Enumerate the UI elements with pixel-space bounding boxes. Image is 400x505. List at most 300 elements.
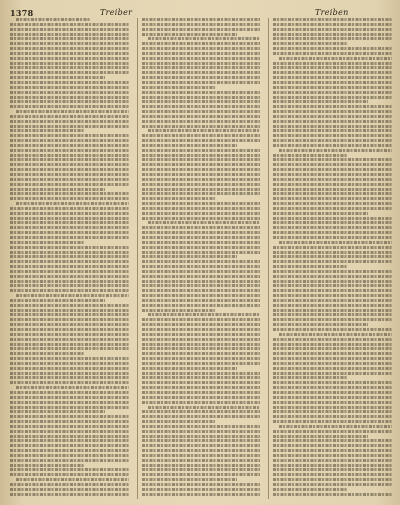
text-line [10, 158, 129, 161]
text-line [273, 464, 392, 467]
text-line [10, 352, 84, 355]
text-line [142, 226, 261, 229]
text-line [273, 18, 392, 21]
text-line [142, 386, 261, 389]
text-line [142, 246, 261, 249]
text-line [142, 435, 261, 438]
text-line [142, 96, 261, 99]
text-line [142, 91, 261, 94]
text-line [142, 483, 261, 486]
text-line [10, 338, 129, 341]
text-line [10, 241, 84, 244]
text-line [10, 149, 129, 152]
text-line [273, 120, 392, 123]
text-line [148, 37, 261, 40]
text-line [10, 381, 129, 384]
text-line [142, 396, 261, 399]
text-line [142, 468, 261, 471]
text-line [142, 76, 261, 79]
text-line [142, 454, 261, 457]
text-line [142, 473, 261, 476]
text-line [273, 468, 392, 471]
text-line [142, 444, 261, 447]
text-line [142, 158, 261, 161]
text-line [142, 57, 261, 60]
left-running-head: Treiber [100, 8, 133, 17]
text-line [273, 66, 392, 69]
text-line [10, 275, 129, 278]
text-line [148, 313, 261, 316]
text-line [10, 299, 105, 302]
text-line [142, 449, 261, 452]
text-line [148, 221, 261, 224]
text-line [10, 144, 129, 147]
text-line [273, 343, 392, 346]
text-line [279, 333, 392, 336]
text-line [142, 62, 261, 65]
text-line [142, 362, 261, 365]
text-line [273, 236, 392, 239]
text-line [10, 33, 129, 36]
text-line [10, 410, 105, 413]
text-line [10, 255, 129, 258]
text-line [273, 246, 392, 249]
text-line [10, 28, 129, 31]
text-line [16, 294, 129, 297]
text-line [142, 188, 261, 191]
text-line [142, 415, 261, 418]
text-line [273, 168, 392, 171]
text-line [10, 47, 129, 50]
text-line [16, 110, 129, 113]
text-line [273, 226, 392, 229]
text-line [142, 318, 261, 321]
text-line [10, 333, 129, 336]
text-line [142, 294, 261, 297]
text-line [273, 410, 392, 413]
text-line [10, 120, 129, 123]
text-line [273, 100, 368, 103]
text-line [273, 439, 392, 442]
text-line [142, 47, 261, 50]
text-line [142, 270, 261, 273]
text-line [142, 173, 261, 176]
text-line [142, 265, 261, 268]
text-line [10, 134, 129, 137]
text-line [142, 125, 261, 128]
text-line [273, 362, 392, 365]
text-line [10, 406, 129, 409]
text-columns [10, 18, 392, 499]
text-line [10, 425, 129, 428]
text-line [142, 100, 261, 103]
text-line [10, 439, 129, 442]
text-line [142, 410, 261, 413]
text-line [273, 110, 392, 113]
text-line [10, 260, 129, 263]
text-line [10, 81, 129, 84]
text-line [142, 115, 261, 118]
text-line [142, 391, 261, 394]
text-line [10, 251, 129, 254]
text-line [273, 294, 392, 297]
text-line [142, 260, 261, 263]
text-line [142, 328, 261, 331]
text-line [273, 81, 392, 84]
text-line [142, 28, 261, 31]
right-running-head: Treiben [315, 8, 349, 17]
text-line [142, 144, 237, 147]
text-line [10, 459, 129, 462]
text-line [16, 18, 90, 21]
text-line [142, 381, 261, 384]
text-line [142, 236, 261, 239]
text-line [273, 192, 392, 195]
text-line [142, 357, 261, 360]
text-line [273, 37, 392, 40]
text-line [273, 251, 392, 254]
text-line [142, 284, 261, 287]
text-line [142, 71, 261, 74]
text-line [273, 221, 392, 224]
text-line [273, 178, 392, 181]
text-line [142, 251, 261, 254]
text-line [273, 275, 392, 278]
text-line [273, 381, 392, 384]
text-line [10, 420, 129, 423]
text-line [142, 420, 216, 423]
text-line [273, 444, 392, 447]
text-line [273, 372, 392, 375]
text-line [142, 52, 261, 55]
text-line [142, 304, 261, 307]
text-line [10, 221, 129, 224]
text-line [10, 226, 129, 229]
text-line [273, 23, 392, 26]
text-line [142, 289, 261, 292]
text-line [273, 212, 368, 215]
text-line [142, 255, 237, 258]
text-line [10, 415, 129, 418]
text-line [10, 23, 129, 26]
text-line [10, 483, 129, 486]
text-line [273, 318, 392, 321]
text-line [273, 420, 392, 423]
text-line [142, 120, 261, 123]
text-line [273, 415, 392, 418]
text-line [10, 212, 129, 215]
text-line [273, 401, 392, 404]
text-line [10, 154, 129, 157]
text-line [273, 309, 392, 312]
text-line [273, 207, 392, 210]
text-line [10, 468, 129, 471]
text-line [142, 430, 261, 433]
text-line [273, 376, 347, 379]
text-line [10, 444, 129, 447]
text-line [142, 23, 261, 26]
text-line [142, 110, 261, 113]
text-line [273, 139, 392, 142]
text-line [273, 105, 392, 108]
text-line [273, 459, 392, 462]
text-line [273, 144, 392, 147]
text-column-middle [137, 18, 261, 499]
text-line [10, 163, 129, 166]
text-line [10, 66, 129, 69]
text-line [10, 313, 129, 316]
text-line [273, 255, 392, 258]
text-line [10, 318, 129, 321]
text-line [16, 386, 129, 389]
text-line [10, 52, 129, 55]
text-line [142, 401, 261, 404]
text-line [10, 71, 129, 74]
text-line [142, 168, 261, 171]
text-line [273, 352, 392, 355]
text-line [279, 57, 392, 60]
text-line [273, 289, 392, 292]
text-line [10, 265, 129, 268]
text-line [10, 362, 129, 365]
text-line [142, 134, 261, 137]
text-line [273, 183, 392, 186]
text-line [142, 280, 261, 283]
text-line [10, 139, 129, 142]
text-line [273, 96, 392, 99]
text-line [273, 173, 392, 176]
text-line [142, 488, 261, 491]
text-line [10, 96, 129, 99]
text-line [142, 207, 261, 210]
text-line [273, 28, 392, 31]
text-line [142, 275, 261, 278]
text-line [10, 91, 129, 94]
text-line [273, 313, 392, 316]
text-line [273, 231, 392, 234]
text-line [142, 372, 261, 375]
text-line [142, 323, 261, 326]
text-line [10, 37, 129, 40]
text-line [273, 323, 368, 326]
text-line [273, 473, 392, 476]
text-line [10, 62, 129, 65]
text-line [10, 372, 129, 375]
text-line [142, 139, 261, 142]
text-line [273, 367, 392, 370]
text-line [142, 183, 261, 186]
text-column-left [10, 18, 129, 499]
text-line [142, 376, 261, 379]
text-line [273, 91, 392, 94]
text-line [10, 76, 105, 79]
text-line [10, 401, 129, 404]
text-line [273, 396, 392, 399]
text-line [16, 202, 129, 205]
text-line [273, 33, 392, 36]
text-line [10, 376, 129, 379]
text-line [273, 338, 392, 341]
text-line [142, 425, 261, 428]
text-line [10, 178, 129, 181]
text-line [279, 149, 392, 152]
text-line [273, 284, 392, 287]
text-line [10, 454, 129, 457]
text-line [10, 173, 129, 176]
text-line [273, 134, 392, 137]
text-line [148, 129, 261, 132]
text-line [10, 115, 129, 118]
text-line [10, 488, 129, 491]
text-line [10, 473, 129, 476]
text-line [10, 207, 129, 210]
text-line [10, 42, 129, 45]
text-line [273, 76, 392, 79]
text-line [10, 217, 129, 220]
text-line [10, 168, 129, 171]
text-line [142, 192, 261, 195]
text-line [10, 328, 129, 331]
text-line [273, 188, 392, 191]
text-line [142, 347, 261, 350]
text-line [273, 328, 392, 331]
text-line [10, 323, 129, 326]
text-line [142, 343, 261, 346]
text-line [273, 435, 368, 438]
text-line [10, 129, 84, 132]
text-column-right [268, 18, 392, 499]
text-line [273, 391, 392, 394]
text-line [10, 304, 129, 307]
text-line [142, 149, 261, 152]
text-line [273, 265, 347, 268]
text-line [273, 386, 392, 389]
text-line [273, 488, 347, 491]
text-line [273, 357, 392, 360]
text-line [10, 347, 129, 350]
text-line [10, 236, 129, 239]
text-line [142, 154, 261, 157]
text-line [273, 86, 392, 89]
text-line [10, 284, 129, 287]
text-line [279, 425, 392, 428]
text-line [142, 212, 261, 215]
text-line [10, 197, 129, 200]
text-line [142, 66, 261, 69]
text-line [142, 33, 237, 36]
text-line [10, 396, 129, 399]
text-line [10, 289, 129, 292]
text-line [273, 299, 392, 302]
text-line [10, 192, 129, 195]
text-line [10, 100, 129, 103]
text-line [273, 260, 392, 263]
text-line [142, 352, 261, 355]
text-line [142, 241, 261, 244]
text-line [273, 47, 392, 50]
text-line [273, 304, 392, 307]
text-line [10, 435, 129, 438]
text-line [273, 154, 347, 157]
text-line [10, 280, 129, 283]
text-line [10, 183, 129, 186]
text-line [273, 280, 392, 283]
text-line [273, 454, 392, 457]
text-line [142, 178, 261, 181]
text-line [273, 125, 392, 128]
text-line [10, 493, 129, 496]
text-line [142, 18, 261, 21]
text-line [10, 231, 129, 234]
text-line [16, 478, 129, 481]
text-line [10, 105, 129, 108]
text-line [10, 86, 129, 89]
text-line [142, 42, 261, 45]
text-line [273, 406, 392, 409]
text-line [142, 309, 216, 312]
text-line [142, 217, 261, 220]
text-line [273, 42, 347, 45]
text-line [142, 459, 261, 462]
text-line [10, 464, 84, 467]
text-line [142, 338, 261, 341]
text-line [10, 270, 129, 273]
text-line [273, 163, 392, 166]
text-line [273, 483, 392, 486]
text-line [273, 115, 392, 118]
text-line [273, 62, 392, 65]
text-line [273, 270, 392, 273]
text-line [273, 347, 392, 350]
text-line [10, 357, 129, 360]
page-number: 1378 [10, 8, 34, 18]
text-line [10, 391, 129, 394]
text-line [142, 439, 261, 442]
text-line [10, 449, 129, 452]
text-line [142, 197, 216, 200]
text-line [273, 197, 392, 200]
text-line [142, 333, 261, 336]
text-line [273, 478, 392, 481]
text-line [142, 478, 237, 481]
text-line [10, 57, 129, 60]
text-line [142, 81, 261, 84]
text-line [142, 299, 261, 302]
text-line [273, 158, 392, 161]
text-line [10, 343, 129, 346]
text-line [10, 430, 129, 433]
text-line [142, 86, 216, 89]
text-line [273, 449, 392, 452]
text-line [273, 430, 392, 433]
text-line [142, 202, 261, 205]
text-line [273, 493, 392, 496]
text-line [142, 105, 261, 108]
text-line [142, 493, 261, 496]
text-line [148, 406, 261, 409]
text-line [142, 231, 261, 234]
text-line [273, 129, 392, 132]
text-line [10, 188, 105, 191]
text-line [10, 309, 129, 312]
text-line [273, 202, 392, 205]
text-line [142, 367, 237, 370]
text-line [142, 163, 261, 166]
text-line [273, 71, 392, 74]
text-line [142, 464, 261, 467]
text-line [273, 52, 392, 55]
text-line [10, 125, 129, 128]
